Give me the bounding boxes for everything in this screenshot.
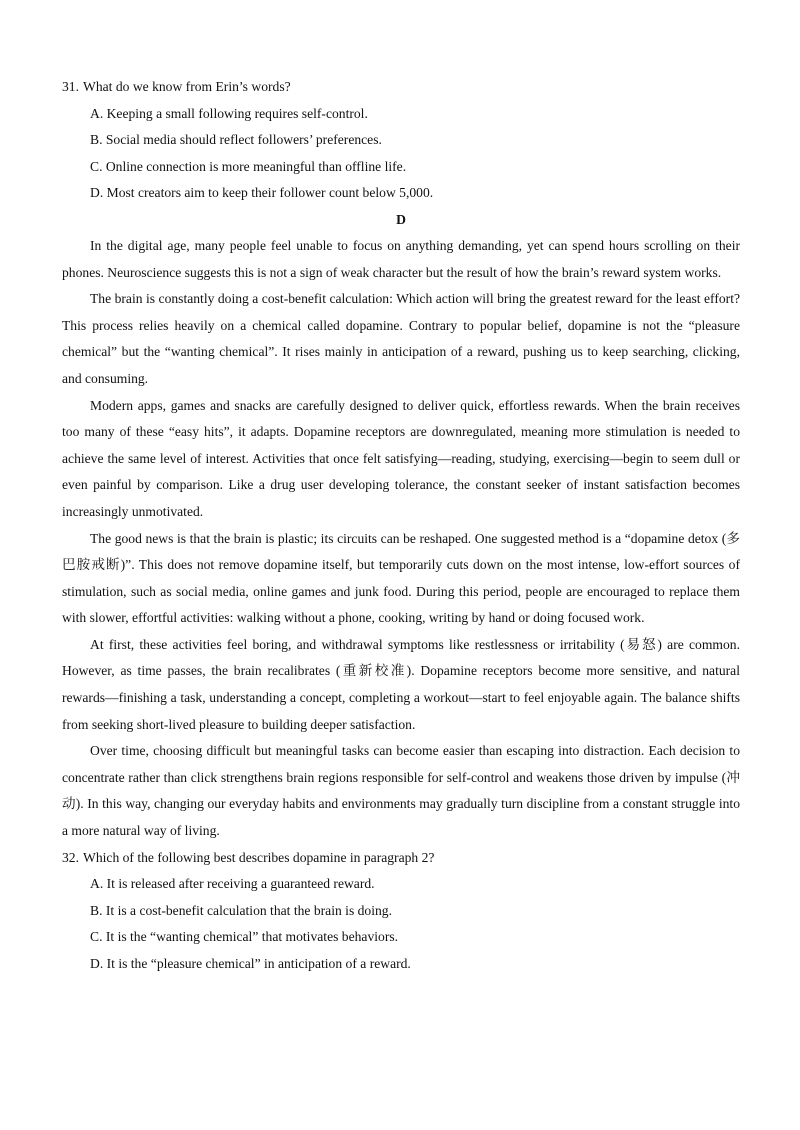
q32-option-d: D. It is the “pleasure chemical” in anticipation of a reward. [90, 956, 411, 971]
question-32-stem [62, 845, 740, 872]
q31-option-c: C. Online connection is more meaningful than offline life. [90, 158, 407, 174]
passage-paragraph-1: In the digital age, many people feel unable to focus on anything demanding, yet can spend hours scrolling on their phones. Neuroscience suggests this is not a sign of weak character but the result of how the brain’s reward system works. [62, 237, 740, 280]
passage-d [62, 233, 740, 845]
passage-paragraph-3: Modern apps, games and snacks are carefully designed to deliver quick, effortless rewards. When the brain receives too many of these “easy hits”, it adapts. Dopamine receptors are downregulated, meaning more stimulation is needed to achieve the same level of interest. Activities that once felt satisfying—reading, studying, exercising—begin to seem dull or even painful by comparison. Like a drug user developing tolerance, the constant seeker of instant satisfaction becomes increasingly unmotivated. [62, 397, 740, 519]
exam-page [62, 74, 740, 978]
question-text: What do we know from Erin’s words? [83, 79, 291, 94]
passage-paragraph-4: The good news is that the brain is plastic; its circuits can be reshaped. One suggested method is a “dopamine detox (多巴胺戒断)”. This does not remove dopamine itself, but temporarily cuts down on the most intense, low-effort sources of stimulation, such as social media, online games and junk food. During this period, people are encouraged to replace them with slower, effortful activities: walking without a phone, cooking, writing by hand or doing focused work. [62, 530, 740, 626]
q32-option-a: A. It is released after receiving a guaranteed reward. [90, 876, 375, 892]
q31-option-d: D. Most creators aim to keep their follower count below 5,000. [90, 185, 434, 201]
passage-paragraph-6: Over time, choosing difficult but meaningful tasks can become easier than escaping into distraction. Each decision to concentrate rather than click strengthens brain regions responsible for self-control and weakens those driven by impulse (冲动). In this way, changing our everyday habits and environments may gradually turn discipline from a constant struggle into a more natural way of living. [62, 743, 740, 839]
question-number: 32. [62, 849, 79, 865]
question-31-stem [62, 74, 740, 101]
q32-option-b: B. It is a cost-benefit calculation that the brain is doing. [90, 902, 393, 918]
question-number: 31. [62, 79, 79, 94]
q31-option-b: B. Social media should reflect followers’ preferences. [90, 132, 382, 148]
question-31 [62, 74, 740, 207]
section-label: D [396, 211, 406, 227]
question-text: Which of the following best describes dopamine in paragraph 2? [83, 849, 435, 865]
q32-option-c: C. It is the “wanting chemical” that motivates behaviors. [90, 929, 399, 945]
passage-paragraph-5: At first, these activities feel boring, and withdrawal symptoms like restlessness or irritability (易怒) are common. However, as time passes, the brain recalibrates (重新校准). Dopamine receptors become more sensitive, and natural rewards—finishing a task, understanding a concept, completing a workout—start to feel enjoyable again. The balance shifts from seeking short-lived pleasure to building deeper satisfaction. [62, 636, 740, 732]
question-32 [62, 845, 740, 978]
q31-option-a: A. Keeping a small following requires self-control. [90, 105, 368, 121]
passage-paragraph-2: The brain is constantly doing a cost-benefit calculation: Which action will bring the greatest reward for the least effort? This process relies heavily on a chemical called dopamine. Contrary to popular belief, dopamine is not the “pleasure chemical” but the “wanting chemical”. It rises mainly in anticipation of a reward, pushing us to keep searching, clicking, and consuming. [62, 291, 740, 386]
